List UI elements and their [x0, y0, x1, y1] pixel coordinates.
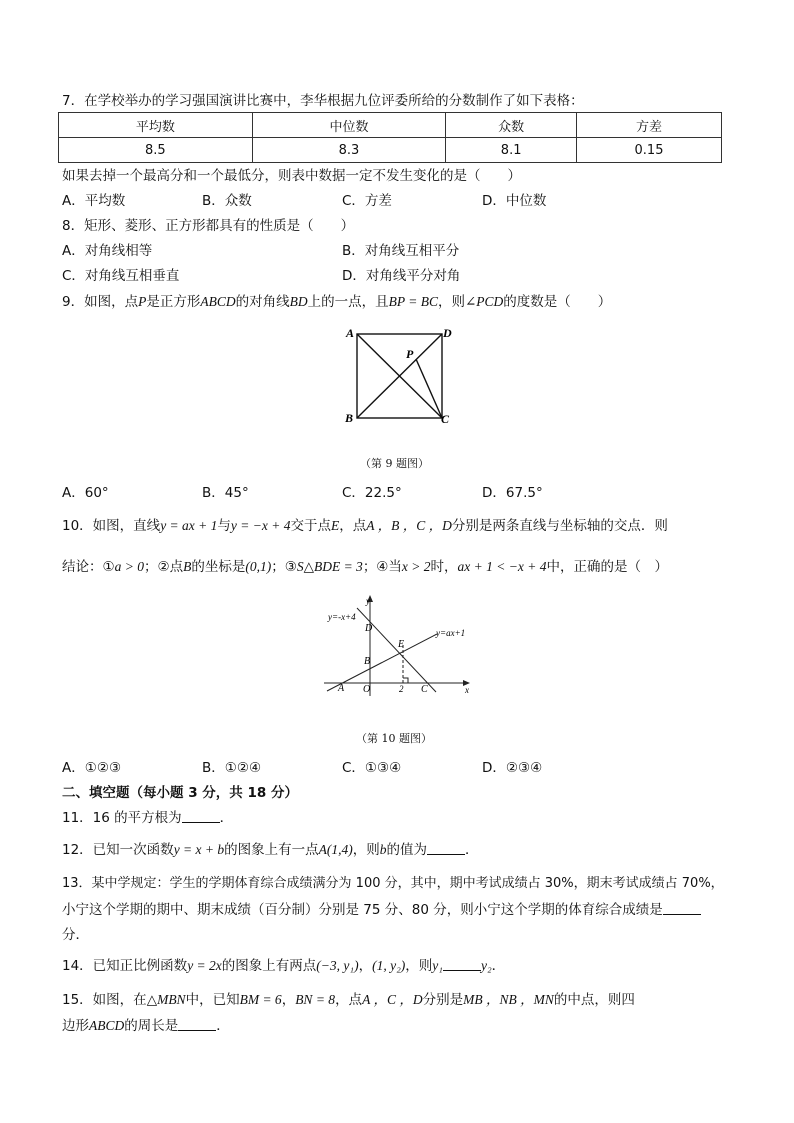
q15-text: 中，已知 [185, 992, 240, 1008]
q14-point1: (−3, y₁) [316, 958, 359, 973]
label-b: B [345, 411, 354, 425]
q10-text: ；④当 [362, 559, 402, 575]
fig-label: 2 [399, 684, 404, 694]
q15-bm: BM = 6 [239, 992, 282, 1007]
q9-option-a: A．60° [62, 485, 109, 501]
q10-points: A ，B ，C ，D [366, 518, 452, 533]
q9-text: ，则 [437, 294, 465, 310]
q7-option-c: C．方差 [342, 193, 392, 209]
fig-label: D [365, 623, 373, 634]
q10-option-b: B．①②④ [202, 760, 262, 776]
table-header-row [59, 113, 722, 138]
table-cell: 8.3 [252, 138, 446, 163]
q14-y2: y₂ [480, 958, 492, 973]
q14-text: 14．已知正比例函数 [62, 958, 188, 974]
label-d: D [443, 326, 452, 340]
q8-option-c: C．对角线互相垂直 [62, 268, 180, 284]
q10-text: 分别是两条直线与坐标轴的交点．则 [451, 518, 668, 534]
q14-point2: (1, y₂) [372, 958, 406, 973]
q15-points: A ，C ，D [362, 992, 423, 1007]
q10-conclusion1: a > 0 [114, 559, 144, 574]
score-table [58, 112, 722, 163]
answer-blank [443, 958, 481, 971]
q15-triangle: △MBN [146, 992, 186, 1007]
q12-formula: y = x + b [173, 842, 225, 857]
q10-option-a: A．①②③ [62, 760, 122, 776]
q12-point: A(1,4) [318, 842, 353, 857]
q9-text: 上的一点，且 [307, 294, 389, 310]
q14-text: 的图象上有两点 [221, 958, 317, 974]
q12-text: ． [465, 842, 479, 858]
q9-option-c: C．22.5° [342, 485, 402, 501]
table-header: 众数 [446, 113, 577, 138]
q10-text: 交于点 [290, 518, 331, 534]
q15-text: 边形 [62, 1018, 89, 1034]
q8-option-a: A．对角线相等 [62, 243, 153, 259]
table-cell: 0.15 [577, 138, 722, 163]
q10-text: 中，正确的是（ ） [546, 559, 668, 575]
fig-label: C [421, 684, 428, 695]
q10-text: 10．如图，直线 [62, 518, 161, 534]
q7-option-d: D．中位数 [482, 193, 547, 209]
q10-line2 [62, 558, 668, 576]
q9-option-d: D．67.5° [482, 485, 543, 501]
right-angle-mark [403, 678, 408, 683]
q10-text: 与 [217, 518, 231, 534]
q9-caption: （第 9 题图） [360, 457, 429, 470]
q10-text: 时， [430, 559, 458, 575]
q10-area: S△BDE = 3 [296, 559, 363, 574]
q13-line2 [62, 901, 701, 919]
q9-point: P [138, 294, 147, 309]
q11-text: 11．16 的平方根为 [62, 810, 182, 826]
q10-formula1: y = ax + 1 [160, 518, 218, 533]
q13-line1: 13．某中学规定：学生的学期体育综合成绩满分为 100 分，其中，期中考试成绩占 30%，期末考试成绩占 70%， [62, 876, 724, 891]
section-heading: 二、填空题（每小题 3 分，共 18 分） [62, 785, 298, 801]
fig-label: A [338, 683, 345, 694]
q9-option-b: B．45° [202, 485, 249, 501]
q14 [62, 957, 505, 975]
table-cell: 8.1 [446, 138, 577, 163]
q14-text: ． [491, 958, 506, 974]
q12-text: 12．已知一次函数 [62, 842, 174, 858]
q14-formula: y = 2x [187, 958, 222, 973]
q15-text: ． [216, 1018, 230, 1034]
q12 [62, 841, 479, 859]
q12-text: 的图象上有一点 [224, 842, 319, 858]
q11 [62, 809, 233, 827]
q15-quad: ABCD [89, 1018, 125, 1033]
q10-text: ；②点 [143, 559, 184, 575]
q9-text: 的度数是（ ） [503, 294, 612, 310]
table-row [59, 138, 722, 163]
q7-question: 如果去掉一个最高分和一个最低分，则表中数据一定不发生变化的是（ ） [62, 168, 521, 184]
label-a: A [346, 326, 355, 340]
q9-stem [62, 293, 611, 311]
answer-blank [663, 902, 701, 915]
q15-bn: BN = 8 [295, 992, 336, 1007]
q10-line1 [62, 517, 668, 535]
answer-blank [178, 1018, 216, 1031]
q10-option-c: C．①③④ [342, 760, 402, 776]
fig-label: E [398, 639, 405, 650]
q14-text: ， [358, 958, 373, 974]
fig-label: B [364, 656, 371, 667]
q10-figure [322, 593, 476, 699]
table-header: 中位数 [252, 113, 446, 138]
q9-text: 是正方形 [146, 294, 201, 310]
q12-text: ，则 [352, 842, 380, 858]
q15-text: 分别是 [422, 992, 464, 1008]
fig-label: y=ax+1 [436, 628, 466, 638]
q10-formula2: y = −x + 4 [230, 518, 291, 533]
answer-blank [427, 842, 465, 855]
q15-text: ， [281, 992, 296, 1008]
q10-text: 的坐标是 [191, 559, 246, 575]
q10-point-e: E [330, 518, 340, 533]
q15-segments: MB ，NB ，MN [463, 992, 554, 1007]
q10-text: ；③ [271, 559, 297, 575]
q9-square: ABCD [200, 294, 236, 309]
q9-text: 的对角线 [235, 294, 290, 310]
q8-stem: 8．矩形、菱形、正方形都具有的性质是（ ） [62, 218, 355, 234]
q10-option-d: D．②③④ [482, 760, 543, 776]
q10-inequality: ax + 1 < −x + 4 [457, 559, 547, 574]
q15-line1 [62, 991, 635, 1009]
q15-text: 15．如图，在 [62, 992, 147, 1008]
q9-figure [340, 322, 460, 432]
q10-condition: x > 2 [401, 559, 431, 574]
q9-angle: ∠PCD [464, 294, 504, 309]
segment-pc [416, 359, 442, 418]
q13-line3: 分． [62, 927, 89, 943]
fig-label: x [465, 685, 469, 695]
answer-blank [182, 810, 220, 823]
q7-stem: 7．在学校举办的学习强国演讲比赛中，李华根据九位评委所给的分数制作了如下表格： [62, 93, 584, 109]
q15-text: 的中点，则四 [553, 992, 635, 1008]
q9-text: 9．如图，点 [62, 294, 139, 310]
q14-y1: y₁ [432, 958, 443, 973]
line-neg-x-plus-4 [357, 608, 436, 692]
q14-text: ，则 [405, 958, 433, 974]
table-cell: 8.5 [59, 138, 253, 163]
q10-point-b: B [183, 559, 192, 574]
fig-label: y=-x+4 [328, 612, 356, 622]
q12-text: 的值为 [386, 842, 428, 858]
fig-label: O [363, 684, 371, 695]
q15-text: 的周长是 [124, 1018, 179, 1034]
q10-coord: (0,1) [245, 559, 272, 574]
q7-option-a: A．平均数 [62, 193, 126, 209]
table-header: 平均数 [59, 113, 253, 138]
q15-line2 [62, 1017, 230, 1035]
fig-label: y [366, 596, 370, 606]
q8-option-b: B．对角线互相平分 [342, 243, 460, 259]
q7-option-b: B．众数 [202, 193, 252, 209]
q9-diagonal: BD [289, 294, 308, 309]
q15-text: ，点 [335, 992, 363, 1008]
q12-var: b [379, 842, 387, 857]
q9-equation: BP = BC [388, 294, 438, 309]
q10-text: 结论：① [62, 559, 115, 575]
label-c: C [441, 412, 450, 426]
q13-text: 小宁这个学期的期中、期末成绩（百分制）分别是 75 分、80 分，则小宁这个学期的体育综合成绩是 [62, 902, 663, 918]
q10-text: ，点 [339, 518, 367, 534]
q11-text: ． [219, 810, 234, 826]
q10-caption: （第 10 题图） [356, 732, 432, 745]
q8-option-d: D．对角线平分对角 [342, 268, 461, 284]
label-p: P [406, 347, 414, 361]
table-header: 方差 [577, 113, 722, 138]
